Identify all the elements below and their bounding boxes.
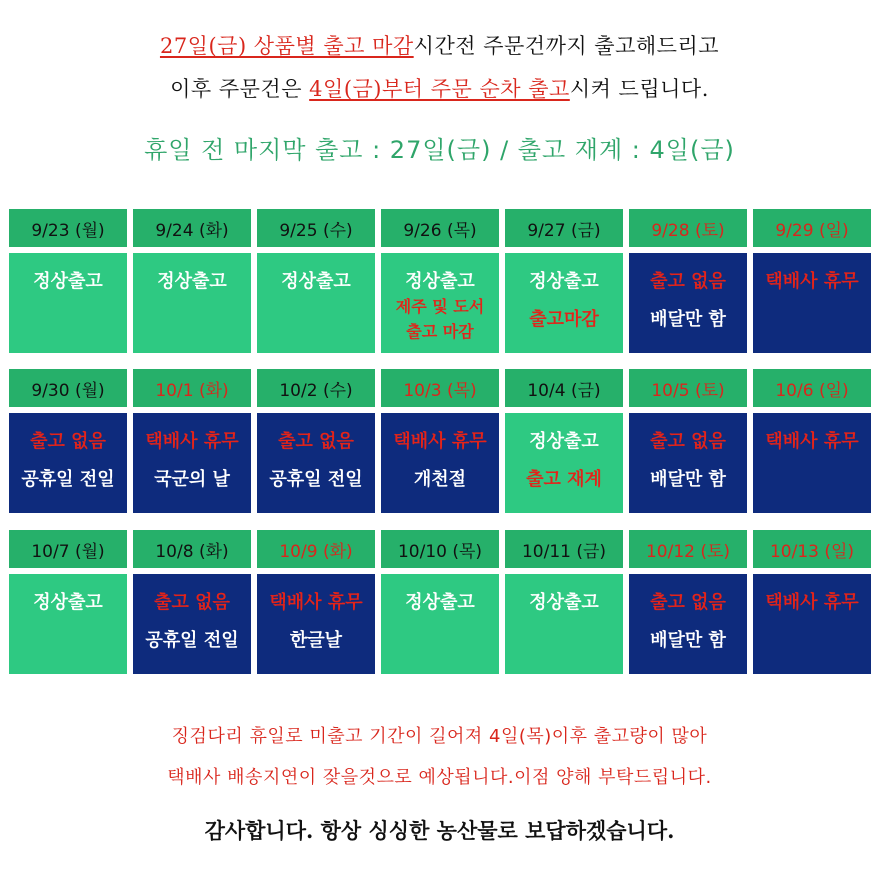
day-status-cell xyxy=(381,253,499,353)
day-date-header: 9/23 (월) xyxy=(9,209,127,247)
notice-line-1 xyxy=(0,30,879,60)
day-status-primary: 출고 없음 xyxy=(278,431,354,452)
day-status-primary: 정상출고 xyxy=(529,271,599,292)
day-status-cell xyxy=(753,253,871,353)
day-status-cell xyxy=(505,413,623,513)
day-status-secondary: 한글날 xyxy=(289,630,343,651)
day-date-header: 9/26 (목) xyxy=(381,209,499,247)
day-status-primary: 정상출고 xyxy=(529,431,599,452)
day-status-secondary: 국군의 날 xyxy=(154,469,230,490)
day-status-primary: 출고 없음 xyxy=(30,431,106,452)
day-status-primary: 정상출고 xyxy=(33,592,103,613)
day-status-cell xyxy=(753,574,871,674)
day-date-header: 10/1 (화) xyxy=(133,369,251,407)
day-status-secondary: 배달만 함 xyxy=(650,630,726,651)
day-status-cell xyxy=(257,253,375,353)
day-date-header: 10/3 (목) xyxy=(381,369,499,407)
day-date-header: 10/5 (토) xyxy=(629,369,747,407)
day-status-cell xyxy=(381,574,499,674)
day-date-header: 10/7 (월) xyxy=(9,530,127,568)
day-date-header: 10/2 (수) xyxy=(257,369,375,407)
day-status-cell xyxy=(133,413,251,513)
day-status-cell xyxy=(505,253,623,353)
day-status-primary: 출고 없음 xyxy=(650,271,726,292)
day-status-secondary: 공휴일 전일 xyxy=(145,630,239,651)
footer-line-2: 택배사 배송지연이 잦을것으로 예상됩니다.이점 양해 부탁드립니다. xyxy=(167,767,712,788)
day-status-secondary: 배달만 함 xyxy=(650,469,726,490)
day-date-header: 10/6 (일) xyxy=(753,369,871,407)
day-status-cell xyxy=(9,253,127,353)
day-date-header: 10/10 (목) xyxy=(381,530,499,568)
notice-line-2-start: 이후 주문건은 xyxy=(170,77,310,101)
day-status-primary: 택배사 휴무 xyxy=(765,271,859,292)
day-date-header: 9/28 (토) xyxy=(629,209,747,247)
day-status-primary: 정상출고 xyxy=(529,592,599,613)
notice-line-2-end: 시켜 드립니다. xyxy=(569,77,709,101)
day-status-primary: 출고 없음 xyxy=(154,592,230,613)
day-status-primary: 택배사 휴무 xyxy=(269,592,363,613)
day-date-header: 9/27 (금) xyxy=(505,209,623,247)
day-date-header: 9/25 (수) xyxy=(257,209,375,247)
day-status-primary: 정상출고 xyxy=(405,592,475,613)
day-status-primary: 택배사 휴무 xyxy=(393,431,487,452)
notice-line-2 xyxy=(0,73,879,103)
day-status-cell xyxy=(257,574,375,674)
day-status-cell xyxy=(505,574,623,674)
day-date-header: 10/9 (화) xyxy=(257,530,375,568)
footer-thanks: 감사합니다. 항상 싱싱한 농산물로 보답하겠습니다. xyxy=(204,818,675,843)
day-status-primary: 출고 없음 xyxy=(650,592,726,613)
day-status-cell xyxy=(133,253,251,353)
notice-line-1-rest: 시간전 주문건까지 출고해드리고 xyxy=(413,34,720,58)
day-status-cell xyxy=(629,253,747,353)
day-date-header: 9/30 (월) xyxy=(9,369,127,407)
day-status-cell xyxy=(257,413,375,513)
day-status-primary: 택배사 휴무 xyxy=(145,431,239,452)
day-status-cell xyxy=(9,413,127,513)
footer-line-1: 징검다리 휴일로 미출고 기간이 길어져 4일(목)이후 출고량이 많아 xyxy=(171,726,708,747)
day-date-header: 10/13 (일) xyxy=(753,530,871,568)
day-status-secondary: 배달만 함 xyxy=(650,309,726,330)
day-date-header: 10/8 (화) xyxy=(133,530,251,568)
day-status-primary: 정상출고 xyxy=(33,271,103,292)
day-status-cell xyxy=(9,574,127,674)
day-status-secondary: 공휴일 전일 xyxy=(269,469,363,490)
day-status-cell xyxy=(629,574,747,674)
day-status-cell xyxy=(381,413,499,513)
day-status-cell xyxy=(753,413,871,513)
day-date-header: 9/24 (화) xyxy=(133,209,251,247)
day-status-secondary: 개천절 xyxy=(413,469,467,490)
day-status-primary: 정상출고 xyxy=(281,271,351,292)
day-status-primary: 택배사 휴무 xyxy=(765,431,859,452)
day-status-cell xyxy=(133,574,251,674)
day-status-secondary: 출고 재계 xyxy=(526,469,602,490)
day-date-header: 10/4 (금) xyxy=(505,369,623,407)
day-status-secondary: 제주 및 도서 xyxy=(395,297,485,316)
day-date-header: 9/29 (일) xyxy=(753,209,871,247)
day-status-primary: 정상출고 xyxy=(405,271,475,292)
day-date-header: 10/12 (토) xyxy=(629,530,747,568)
day-status-primary: 정상출고 xyxy=(157,271,227,292)
day-status-cell xyxy=(629,413,747,513)
day-status-primary: 출고 없음 xyxy=(650,431,726,452)
day-status-secondary: 공휴일 전일 xyxy=(21,469,115,490)
day-status-secondary: 출고마감 xyxy=(529,309,599,330)
day-status-tertiary: 출고 마감 xyxy=(406,322,474,341)
cutoff-highlight: 27일(금) 상품별 출고 마감 xyxy=(159,34,414,58)
headline: 휴일 전 마지막 출고 : 27일(금) / 출고 재계 : 4일(금) xyxy=(144,136,735,164)
day-date-header: 10/11 (금) xyxy=(505,530,623,568)
day-status-primary: 택배사 휴무 xyxy=(765,592,859,613)
resume-highlight: 4일(금)부터 주문 순차 출고 xyxy=(309,77,570,101)
